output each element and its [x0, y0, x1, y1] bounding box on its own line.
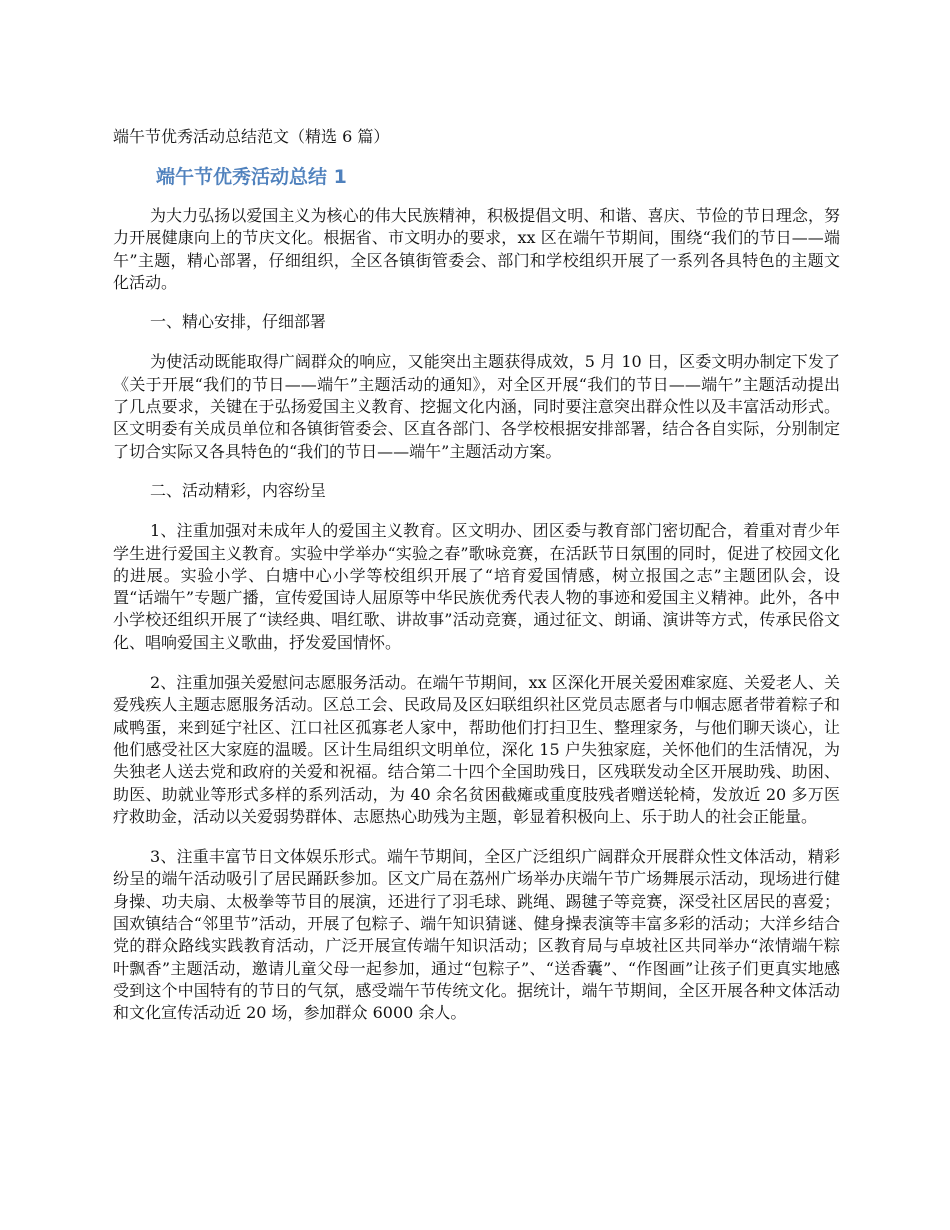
- intro-paragraph: 为大力弘扬以爱国主义为核心的伟大民族精神，积极提倡文明、和谐、喜庆、节俭的节日理念，努力开展健康向上的节庆文化。根据省、市文明办的要求，xx 区在端午节期间，围绕“我们的节日——端午”主题，精心部署，仔细组织，全区各镇街管委会、部门和学校组织开展了一系列各具特色的主题文化活动。: [113, 206, 840, 292]
- arrangement-paragraph: 为使活动既能取得广阔群众的响应，又能突出主题获得成效，5 月 10 日，区委文明办制定下发了《关于开展“我们的节日——端午”主题活动的通知》，对全区开展“我们的节日——端午”主题活动提出了几点要求，关键在于弘扬爱国主义教育、挖掘文化内涵，同时要注意突出群众性以及丰富活动形式。区文明委有关成员单位和各镇街管委会、区直各部门、各学校根据安排部署，结合各自实际，分别制定了切合实际又各具特色的“我们的节日——端午”主题活动方案。: [113, 352, 840, 461]
- section-heading: 端午节优秀活动总结 1: [156, 166, 347, 188]
- activity-paragraph-2: 2、注重加强关爱慰问志愿服务活动。在端午节期间，xx 区深化开展关爱困难家庭、关爱老人、关爱残疾人主题志愿服务活动。区总工会、民政局及区妇联组织社区党员志愿者与巾帼志愿者带着粽子和咸鸭蛋，来到延宁社区、江口社区孤寡老人家中，帮助他们打扫卫生、整理家务，与他们聊天谈心，让他们感受社区大家庭的温暖。区计生局组织文明单位，深化 15 户失独家庭，关怀他们的生活情况，为失独老人送去党和政府的关爱和祝福。结合第二十四个全国助残日，区残联发动全区开展助残、助困、助医、助就业等形式多样的系列活动，为 40 余名贫困截瘫或重度肢残者赠送轮椅，发放近 20 多万医疗救助金，活动以关爱弱势群体、志愿热心助残为主题，彰显着积极向上、乐于助人的社会正能量。: [113, 673, 840, 826]
- subheading-arrangement: 一、精心安排，仔细部署: [150, 312, 327, 332]
- activity-paragraph-1: 1、注重加强对未成年人的爱国主义教育。区文明办、团区委与教育部门密切配合，着重对青少年学生进行爱国主义教育。实验中学举办“实验之春”歌咏竞赛，在活跃节日氛围的同时，促进了校园文化的进展。实验小学、白塘中心小学等校组织开展了“培育爱国情感，树立报国之志”主题团队会，设置“话端午”专题广播，宣传爱国诗人屈原等中华民族优秀代表人物的事迹和爱国主义精神。此外，各中小学校还组织开展了“读经典、唱红歌、讲故事”活动竞赛，通过征文、朗诵、演讲等方式，传承民俗文化、唱响爱国主义歌曲，抒发爱国情怀。: [113, 521, 840, 652]
- document-title: 端午节优秀活动总结范文（精选 6 篇）: [113, 127, 390, 146]
- document-body: [113, 205, 840, 1025]
- subheading-activities: 二、活动精彩，内容纷呈: [150, 480, 327, 500]
- activity-paragraph-3: 3、注重丰富节日文体娱乐形式。端午节期间，全区广泛组织广阔群众开展群众性文体活动，精彩纷呈的端午活动吸引了居民踊跃参加。区文广局在荔州广场举办庆端午节广场舞展示活动，现场进行健身操、功夫扇、太极拳等节目的展演，还进行了羽毛球、跳绳、踢毽子等竞赛，深受社区居民的喜爱；国欢镇结合“邻里节”活动，开展了包粽子、端午知识猜谜、健身操表演等丰富多彩的活动；大洋乡结合党的群众路线实践教育活动，广泛开展宣传端午知识活动；区教育局与卓坡社区共同举办“浓情端午粽叶飘香”主题活动，邀请儿童父母一起参加，通过“包粽子”、“送香囊”、“作图画”让孩子们更真实地感受到这个中国特有的节日的气氛，感受端午节传统文化。据统计，端午节期间，全区开展各种文体活动和文化宣传活动近 20 场，参加群众 6000 余人。: [113, 847, 840, 1023]
